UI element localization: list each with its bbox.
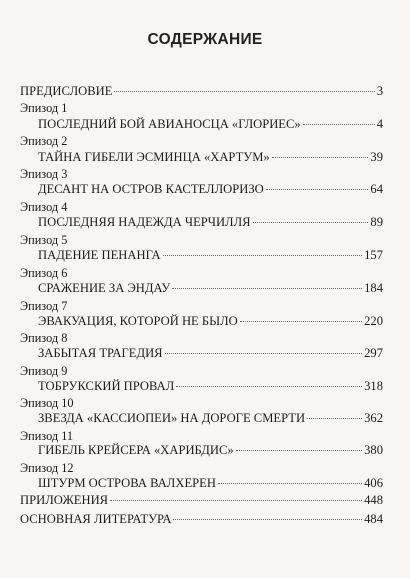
toc-entry-label: СРАЖЕНИЕ ЗА ЭНДАУ — [38, 281, 171, 295]
toc-entry-label: ПРЕДИСЛОВИЕ — [20, 84, 113, 98]
episode-number: Эпизод 6 — [20, 266, 68, 280]
toc-page-number: 484 — [364, 512, 383, 526]
toc-entry-label: ОСНОВНАЯ ЛИТЕРАТУРА — [20, 512, 172, 526]
toc-entry-episode — [38, 476, 383, 490]
dot-leader — [176, 386, 362, 387]
dot-leader — [110, 500, 362, 501]
toc-entry-preface — [20, 84, 383, 98]
toc-entry-appendix — [20, 493, 383, 507]
toc-page-number: 220 — [364, 314, 383, 328]
toc-page-number: 362 — [364, 411, 383, 425]
toc-entry-label: ЭВАКУАЦИЯ, КОТОРОЙ НЕ БЫЛО — [38, 314, 238, 328]
episode-number: Эпизод 11 — [20, 429, 74, 443]
toc-page-number: 406 — [364, 476, 383, 490]
toc-entry-label: ДЕСАНТ НА ОСТРОВ КАСТЕЛЛОРИЗО — [38, 182, 264, 196]
toc-entry-episode — [38, 281, 383, 295]
toc-entry-episode — [38, 443, 383, 457]
episode-number: Эпизод 12 — [20, 461, 74, 475]
dot-leader — [173, 519, 362, 520]
toc-entry-label: ЗВЕЗДА «КАССИОПЕИ» НА ДОРОГЕ СМЕРТИ — [38, 411, 306, 425]
toc-page-number: 297 — [364, 346, 383, 360]
toc-entry-label: ТОБРУКСКИЙ ПРОВАЛ — [38, 379, 175, 393]
toc-entry-label: ПРИЛОЖЕНИЯ — [20, 493, 109, 507]
episode-number: Эпизод 10 — [20, 396, 74, 410]
toc-page-number: 448 — [364, 493, 383, 507]
toc-entry-label: ПОСЛЕДНИЙ БОЙ АВИАНОСЦА «ГЛОРИЕС» — [38, 117, 301, 131]
toc-entry-episode — [38, 411, 383, 425]
dot-leader — [172, 288, 362, 289]
toc-page-number: 39 — [370, 150, 383, 164]
dot-leader — [114, 91, 374, 92]
toc-page-number: 3 — [376, 84, 383, 98]
dot-leader — [272, 157, 369, 158]
episode-number: Эпизод 9 — [20, 364, 68, 378]
dot-leader — [165, 353, 363, 354]
page-title: СОДЕРЖАНИЕ — [147, 31, 263, 48]
toc-entry-literature — [20, 512, 383, 526]
toc-page-number: 4 — [376, 117, 383, 131]
episode-number: Эпизод 5 — [20, 233, 68, 247]
toc-page-number: 380 — [364, 443, 383, 457]
dot-leader — [236, 450, 362, 451]
toc-page-number: 157 — [364, 248, 383, 262]
episode-number: Эпизод 2 — [20, 134, 68, 148]
dot-leader — [303, 124, 375, 125]
toc-entry-episode — [38, 150, 383, 164]
toc-entry-episode — [38, 379, 383, 393]
toc-entry-label: ТАЙНА ГИБЕЛИ ЭСМИНЦА «ХАРТУМ» — [38, 150, 270, 164]
toc-entry-episode — [38, 346, 383, 360]
dot-leader — [266, 189, 369, 190]
toc-entry-episode — [38, 248, 383, 262]
dot-leader — [307, 418, 362, 419]
toc-page-number: 89 — [370, 215, 383, 229]
episode-number: Эпизод 3 — [20, 167, 68, 181]
toc-page-number: 64 — [370, 182, 383, 196]
episode-number: Эпизод 1 — [20, 101, 68, 115]
episode-number: Эпизод 8 — [20, 331, 68, 345]
toc-entry-label: ПАДЕНИЕ ПЕНАНГА — [38, 248, 161, 262]
toc-entry-label: ГИБЕЛЬ КРЕЙСЕРА «ХАРИБДИС» — [38, 443, 234, 457]
toc-entry-episode — [38, 314, 383, 328]
toc-entry-episode — [38, 117, 383, 131]
toc-entry-episode — [38, 215, 383, 229]
dot-leader — [240, 321, 362, 322]
episode-number: Эпизод 7 — [20, 299, 68, 313]
dot-leader — [218, 483, 362, 484]
dot-leader — [163, 255, 363, 256]
toc-page-number: 184 — [364, 281, 383, 295]
toc-page-number: 318 — [364, 379, 383, 393]
toc-entry-label: ШТУРМ ОСТРОВА ВАЛХЕРЕН — [38, 476, 216, 490]
toc-entry-episode — [38, 182, 383, 196]
dot-leader — [253, 222, 369, 223]
toc-entry-label: ПОСЛЕДНЯЯ НАДЕЖДА ЧЕРЧИЛЛЯ — [38, 215, 251, 229]
toc-entry-label: ЗАБЫТАЯ ТРАГЕДИЯ — [38, 346, 163, 360]
episode-number: Эпизод 4 — [20, 200, 68, 214]
